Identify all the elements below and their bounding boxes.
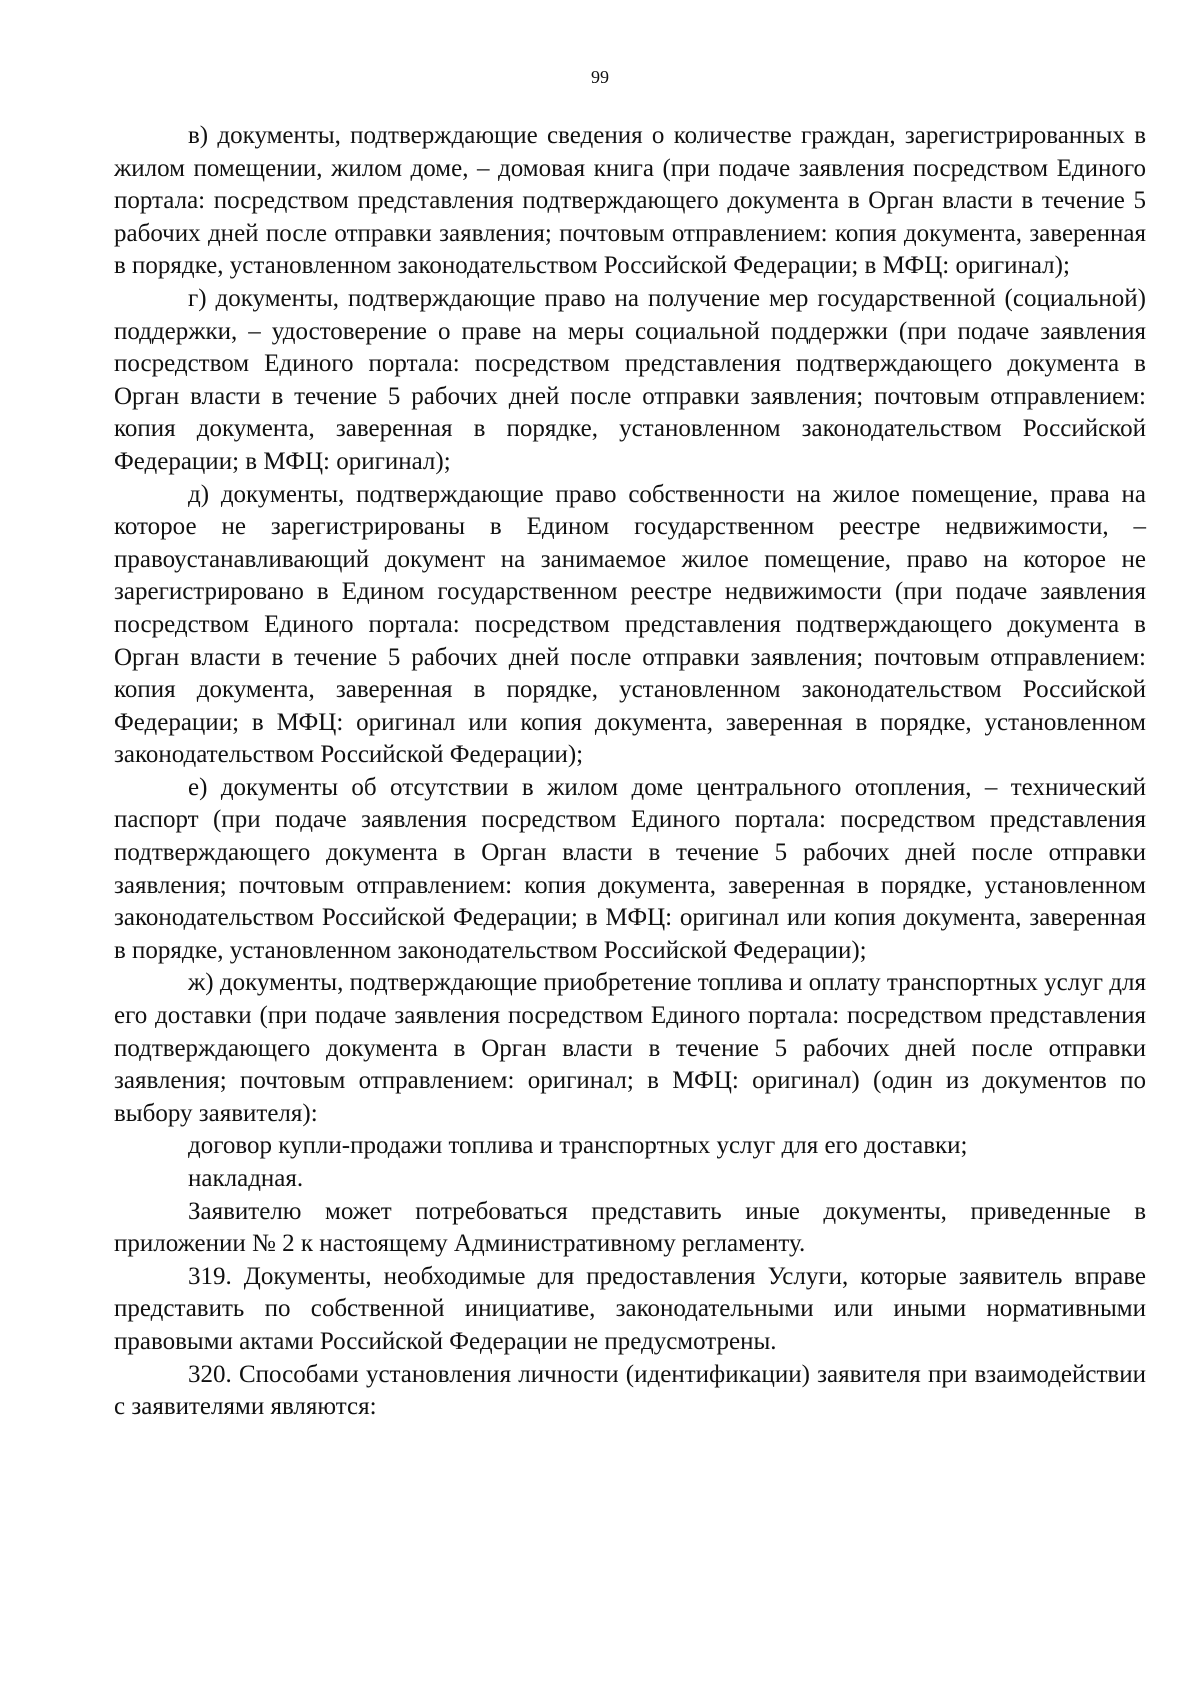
paragraph-other-documents: Заявителю может потребоваться представить иные документы, приведенные в приложении № 2 к настоящему Административному регламенту. xyxy=(114,1197,1146,1258)
paragraph-d-ownership-documents: д) документы, подтверждающие право собственности на жилое помещение, права на которое не зарегистрированы в Едином государственном реестре недвижимости, – правоустанавливающий документ на занимаемое жилое помещение, право на которое не зарегистрировано в Едином государственном реестре недвижимости (при подаче заявления посредством Единого портала: посредством представления подтверждающего документа в Орган власти в течение 5 рабочих дней после отправки заявления; почтовым отправлением: копия документа, заверенная в порядке, установленном законодательством Российской Федерации; в МФЦ: оригинал или копия документа, заверенная в порядке, установленном законодательством Российской Федерации); xyxy=(114,480,1146,769)
paragraph-zh-fuel-documents: ж) документы, подтверждающие приобретение топлива и оплату транспортных услуг для его доставки (при подаче заявления посредством Единого портала: посредством представления подтверждающего документа в Орган власти в течение 5 рабочих дней после отправки заявления; почтовым отправлением: оригинал; в МФЦ: оригинал) (один из документов по выбору заявителя): xyxy=(114,969,1146,1127)
document-body xyxy=(114,120,1146,1424)
paragraph-e-heating-documents: е) документы об отсутствии в жилом доме центрального отопления, – технический паспорт (при подаче заявления посредством Единого портала: посредством представления подтверждающего документа в Орган власти в течение 5 рабочих дней после отправки заявления; почтовым отправлением: копия документа, заверенная в порядке, установленном законодательством Российской Федерации; в МФЦ: оригинал или копия документа, заверенная в порядке, установленном законодательством Российской Федерации); xyxy=(114,773,1146,964)
paragraph-v-household-documents: в) документы, подтверждающие сведения о количестве граждан, зарегистрированных в жилом помещении, жилом доме, – домовая книга (при подаче заявления посредством Единого портала: посредством представления подтверждающего документа в Орган власти в течение 5 рабочих дней после отправки заявления; почтовым отправлением: копия документа, заверенная в порядке, установленном законодательством Российской Федерации; в МФЦ: оригинал); xyxy=(114,122,1146,280)
page-number: 99 xyxy=(591,67,609,87)
paragraph-g-support-documents: г) документы, подтверждающие право на получение мер государственной (социальной) поддержки, – удостоверение о праве на меры социальной поддержки (при подаче заявления посредством Единого портала: посредством представления подтверждающего документа в Орган власти в течение 5 рабочих дней после отправки заявления; почтовым отправлением: копия документа, заверенная в порядке, установленном законодательством Российской Федерации; в МФЦ: оригинал); xyxy=(114,284,1146,475)
paragraph-320: 320. Способами установления личности (идентификации) заявителя при взаимодействии с заявителями являются: xyxy=(114,1360,1146,1421)
paragraph-invoice-item: накладная. xyxy=(188,1165,304,1192)
paragraph-319: 319. Документы, необходимые для предоставления Услуги, которые заявитель вправе представить по собственной инициативе, законодательными или иными нормативными правовыми актами Российской Федерации не предусмотрены. xyxy=(114,1262,1146,1355)
paragraph-contract-item: договор купли-продажи топлива и транспортных услуг для его доставки; xyxy=(188,1132,968,1160)
